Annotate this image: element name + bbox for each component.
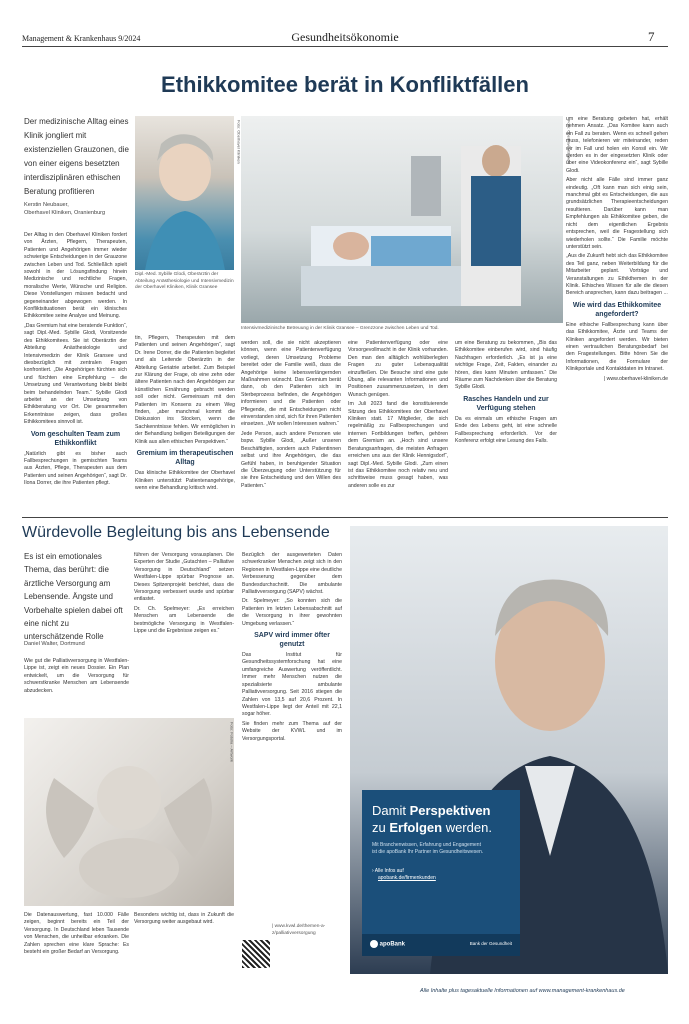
- ad-cta[interactable]: [362, 862, 520, 888]
- paragraph: Der Alltag in den Oberhavel Kliniken fordert von Ärzten, Pflegern, Therapeuten, Patienten und Angehörigen immer wieder schwierige Entscheidungen in der Grauzone zwischen Leben und Tod. Schließlich spielt sowohl in der Lösungsfindung hinein Medizinische und rechtliche Fragen, moralische Werte, Wünsche und Religion. Diese Vorstellungen müssen bedacht und gegeneinander abgewogen werden. In Konfliktsituationen berät ein klinisches Ethikkomitee seine Analyse und Meinung.: [24, 232, 127, 320]
- qr-code-icon[interactable]: [242, 940, 270, 968]
- footer-note[interactable]: Alle Inhalte plus tagesaktuelle Informationen auf www.management-krankenhaus.de: [420, 988, 625, 994]
- paragraph: Eine ethische Fallbesprechung kann über das Ethikkomitee, Ärzte und Teams der Kliniken angefordert werden. Wir bieten einen vertraulichen Beratungsbedarf bei den Fragestellungen. Bitte hören Sie die Informationen, die Formulare der Klinikportale und Kontaktdaten im Intranet.: [566, 321, 668, 373]
- arrow-icon: ›: [372, 868, 374, 874]
- article2-column-1: [24, 658, 129, 713]
- ad-text: werden.: [442, 820, 492, 835]
- subheading: Wie wird das Ethikkomitee angefordert?: [572, 301, 662, 318]
- apobank-slogan: Bank der Gesundheit: [469, 941, 512, 946]
- article2-column-1b: [24, 912, 129, 977]
- article1-column-6: [566, 116, 668, 510]
- paragraph: um eine Beratung gebeten hat, erhält nehmen Ansatz. „Das Komitee kann auch ein Fall zu beraten. Wenn es schnell gehen muss, telefonieren wir miteinander, reden wir im Fall und holen ein Konsil ein. Wir werden es in der eingesetzten Klinik oder über eine Videokonferenz ein“, sagt Sybille Glodi.: [566, 116, 668, 174]
- article1-column-5: [455, 340, 557, 510]
- article1-column-1: [24, 232, 127, 510]
- paragraph: Das Institut für Gesundheitssystemforschung hat eine umfangreiche Auswertung veröffentlicht. Immer mehr Menschen nutzen die spezialisierte ambulante Palliativversorgung. Seit 2016 stiegen die Zahlen von 13,5 auf 20,6 Prozent. In Westfalen-Lippe liegt der Anteil mit 22,1 sogar höher.: [242, 652, 342, 718]
- apobank-logo-icon: [370, 940, 378, 948]
- article1-link[interactable]: | www.oberhavel-kliniken.de: [603, 375, 668, 382]
- article2-column-3: [242, 552, 342, 922]
- paragraph: eine Patientenverfügung oder eine Vorsorgevollmacht in der Klinik vorhanden. Den man den alltäglich wohlüberlegten Fragen zu guter Lebensqualität einzufließen. Die Besuche sind eine gute Übung, alle relevanten Informationen und Positionen zusammenzusetzen, in dem Wunsch genügen.: [348, 340, 448, 398]
- paragraph: Bezüglich der ausgewerteten Daten schwerkranker Menschen zeigt sich in den Regionen in Westfalen-Lippe eine deutliche Verbesserung gegenüber dem Bundesdurchschnitt. Die ambulante Palliativversorgung (SAPV) wächst.: [242, 552, 342, 596]
- paragraph: „Das Gremium hat eine beratende Funktion“, sagt Dipl.-Med. Sybille Glodi, Vorsitzende des Ethikkomitees. Sie ist Oberärztin der Abteilung Anästhesiologie und Intensivmedizin der Klinik Gransee und diesbezüglich mit zentralen Fragen konfrontiert. „Die Angehörigen fürchten sich und fürchten eine Empfehlung – die Umsetzung und Verantwortung bleibt bleibt beim behandelnden Team.“ Sybille Glodi arbeitet an der Umsetzung von Ethikberatung vor Ort. Die gesammelten Erkenntnisse zeigen, dass großes Ethikkomitees sinnvoll ist.: [24, 322, 127, 426]
- subheading: Gremium im therapeutischen Alltag: [136, 450, 234, 467]
- paragraph: tin, Pflegern, Therapeuten mit dem Patienten und seinen Angehörigen“, sagt Dr. Irene Dorrer, die die Patienten begleitet und als Leitende Oberärztin in der Abteilung Geriatrie arbeitet. Zum Beispiel zur Klärung der Frage, ob eine zehn oder ältere Patienten nach den Angehörigen zur künstlichen Ernährung gebracht werden soll oder nicht. Gemeinsam mit den Patienten im Konsens zu einem Weg finden, „aber manchmal kommt die Diskussion ins Stocken, wenn die Sachkenntnisse fehlen. Wir ermöglichen in der Behandlung beiligen Beteiligungen der Klinik aus allen ethischen Perspektiven.“: [135, 335, 235, 445]
- article1-column-2: [135, 335, 235, 510]
- paragraph: Die Datenauswertung, fast 10.000 Fälle zeigen, beginnt bereits ein Teil der Versorgung. In Deutschland leben Tausende von Menschen, die unheilbar erkranken. Die Zahlen sprechen eine klare Sprache: Es besteht ein großer Bedarf an Versorgung.: [24, 912, 129, 956]
- article2-teaser: Es ist ein emotionales Thema, das berührt: die ärztliche Versorgung am Lebensende. Ängste und Vorbehalte spielen dabei oft eine nicht zu unterschätzende Rolle: [24, 552, 123, 642]
- ad-brand-bar: [362, 934, 520, 956]
- article2-column-2: [134, 552, 234, 712]
- ad-subtext: ist die apoBank Ihr Partner im Gesundheitswesen.: [372, 849, 484, 855]
- article2-column-2b: [134, 912, 234, 977]
- article2-author: Daniel Walter, Dortmund: [24, 641, 85, 647]
- ad-cta-text: Alle Infos auf: [374, 868, 404, 874]
- angel-photo: [24, 718, 234, 906]
- icu-photo: [241, 116, 563, 323]
- subheading: Rasches Handeln und zur Verfügung stehen: [463, 395, 549, 412]
- ad-text: Perspektiven: [409, 803, 491, 818]
- journal-name: Management & Krankenhaus 9/2024: [22, 34, 141, 43]
- ad-text: Erfolgen: [389, 820, 443, 835]
- paragraph: „Aus die Zukunft hebt sich das Ethikkomitee des Teil ganz, neben Weiterbildung für die Mitarbeiter geplant. Vorträge und Veranstaltungen zu Ethikthemen in der Klinik. Ethisches Wissen für alle die diesen Bereich ansprechen, kann dazu beitragen ...: [566, 253, 668, 297]
- paragraph: Wie gut die Palliativversorgung in Westfalen-Lippe ist, zeigt ein neues Dossier. Ein Plan entwickelt, um die Versorgung für schwerstkranke Menschen am Lebensende abzudecken.: [24, 658, 129, 694]
- photo2-credit: Foto: Oberhavel Kliniken: [566, 120, 572, 164]
- article1-author: [24, 201, 129, 217]
- photo2-caption: Intensivmedizinische Betreuung in der Klinik Gransee – Grenzzone zwischen Leben und Tod.: [241, 326, 439, 331]
- section-title: Gesundheitsökonomie: [291, 30, 399, 44]
- apobank-brand: apoBank: [379, 941, 406, 948]
- article2-link[interactable]: | www.kvwl.de/themen-a-z/palliativversorgung: [272, 924, 326, 936]
- paragraph: Im Juli 2023 fand die konstituierende Sitzung des Ethikkomitees der Oberhavel Kliniken statt. 17 Mitglieder, die sich regelmäßig zu Fallbesprechungen und internen Fortbildungen treffen, gehören dem Gremium an. „Hoch sind unsere Beratungsanfragen, die meisten Anfragen erreichen uns aus der Klinik Hennigsdorf“, sagt Dipl.-Med. Sybille Glodi. „Zum einen ist das Ethikkomitee noch relativ neu und schrittweise muss gesagt haben, was anderen solle es zur: [348, 401, 448, 489]
- portrait-illustration: [135, 116, 234, 270]
- article1-column-3: [241, 340, 341, 510]
- article1-teaser: Der medizinische Alltag eines Klinik jongliert mit existenziellen Grauzonen, die von einer eigens besetzten interdisziplinären ethischen Beratung profitieren: [24, 117, 129, 196]
- angel-illustration: [24, 718, 234, 906]
- header-rule: [22, 46, 668, 47]
- author-org: Oberhavel Kliniken, Oranienburg: [24, 210, 106, 216]
- paragraph: um eine Beratung zu bekommen, „Bis das Ethikkomitee einberufen wird, sind häufig Nachfragen erforderlich. „Es ist ja eine wichtige Frage, Zeit, Fakten, einander zu hören, dies kann Minuten umfassen.“ Die Räume zum Nachdenken über die Beratung Sybille Glodi.: [455, 340, 557, 391]
- article1-column-4: [348, 340, 448, 510]
- icu-illustration: [241, 116, 563, 323]
- paragraph: Das klinische Ethikkomitee der Oberhavel Kliniken unterstützt Patientenangehörige, wenn eine Behandlung kritisch wird.: [135, 470, 235, 491]
- paragraph: werden soll, die sie nicht akzeptieren können, wenn eine Patientenverfügung vorliegt, deren Umsetzung Probleme bereitet oder die Familie weiß, dass die Angehörige keine lebensverlängernden Maßnahmen wünscht. Das Gremium berät dann, ob den Patienten sich im Sterbeprozess befinden, die Angehörigen informieren und die Patienten oder Pflegende, die mit Entscheidungen nicht einverstanden sind, sich für ihren Patienten einsetzen. „Wir wollen Interessen wahren.“: [241, 340, 341, 428]
- ad-subtext: Mit Branchenwissen, Erfahrung und Engagement: [372, 842, 481, 848]
- angel-photo-credit: Foto: Fotolia – Artwork: [229, 722, 235, 763]
- ad-message-box: [362, 790, 520, 956]
- article1-title: Ethikkomitee berät in Konfliktfällen: [161, 72, 529, 97]
- paragraph: Besonders wichtig ist, dass in Zukunft die Versorgung weiter ausgebaut wird.: [134, 912, 234, 926]
- ad-cta-link[interactable]: apobank.de/firmenkunden: [378, 875, 436, 881]
- subheading: Vom geschulten Team zum Ethikkonflikt: [30, 430, 121, 447]
- paragraph: Aber nicht alle Fälle sind immer ganz eindeutig. „Oft kann man sich einig sein, manchmal gibt es Entscheidungen, die aus grundsätzlichen Therapieentscheidungen resultieren. Darüber kann man Empfehlungen als Ethikkomitee geben, die nicht dem eigentlichen Ergebnis entsprechen, weil die Fragestellung sich wiederholen sollte.“ Die Familie möchte unterstützt sein.: [566, 177, 668, 250]
- subheading: SAPV wird immer öfter genutzt: [254, 632, 330, 649]
- paragraph: führen der Versorgung vorausplanen. Die Experten der Studie „Gutachten – Palliative Versorgung in Deutschland“ setzen Westfalen-Lippe spürbar Prognose an. Dieses Spitzenprojekt berichtet, dass die Versorgung verbessert wurde und spürbar entlastet.: [134, 552, 234, 603]
- paragraph: Dr. Ch. Spelmeyer: „Es erreichen Menschen am Lebensende die bestmögliche Versorgung in Westfalen-Lippe und die Ergebnisse zeigen es.“: [134, 605, 234, 635]
- paragraph: Jede Person, auch andere Personen wie bspw. Sybille Glodi, „Außer unseren Beschäftigten, sondern auch Patientinnen selbst und ihre Angehörigen, die das Gefühl haben, in beruhigender Situation die Überzeugung oder Unterstützung für sie ihre Entscheidung und den Willen des Patienten.“: [241, 430, 341, 489]
- paragraph: Dr. Spelmeyer: „So konnten sich die Patienten im letzten Lebensabschnitt auf die Versorgung in ihrer gewohnten Umgebung verlassen.“: [242, 598, 342, 627]
- photo1-caption: Dipl.-Med. Sybille Glodi, Oberärztin der Abteilung Anästhesiologie und Intensivmedizin der Oberhavel Kliniken, Klinik Gransee: [135, 272, 234, 290]
- ad-text: zu: [372, 820, 390, 835]
- paragraph: Sie finden mehr zum Thema auf der Website der KVWL und im Versorgungsportal.: [242, 720, 342, 742]
- paragraph: „Natürlich gibt es bisher auch Fallbesprechungen in gemischten Teams aus Ärzten, Pflege, Therapeuten aus dem Patienten und seinen Angehörigen“, sagt Dr. Ilona Dorrer, die ihre Patienten pflegt.: [24, 450, 127, 487]
- portrait-photo: [135, 116, 234, 270]
- author-name: Kerstin Neubauer,: [24, 202, 69, 208]
- ad-text: Damit: [372, 803, 410, 818]
- photo1-credit: Foto: Oberhavel Kliniken: [236, 120, 242, 164]
- apobank-logo: [370, 940, 405, 948]
- article2-title: Würdevolle Begleitung bis ans Lebensende: [22, 524, 330, 541]
- article-divider: [22, 517, 668, 518]
- paragraph: Da es einmals um ethische Fragen am Ende des Lebens geht, ist eine schnelle Fallbesprechung erforderlich. Vor der Konferenz erfolgt eine Lesung des Falls.: [455, 415, 557, 445]
- page-number: 7: [648, 29, 655, 44]
